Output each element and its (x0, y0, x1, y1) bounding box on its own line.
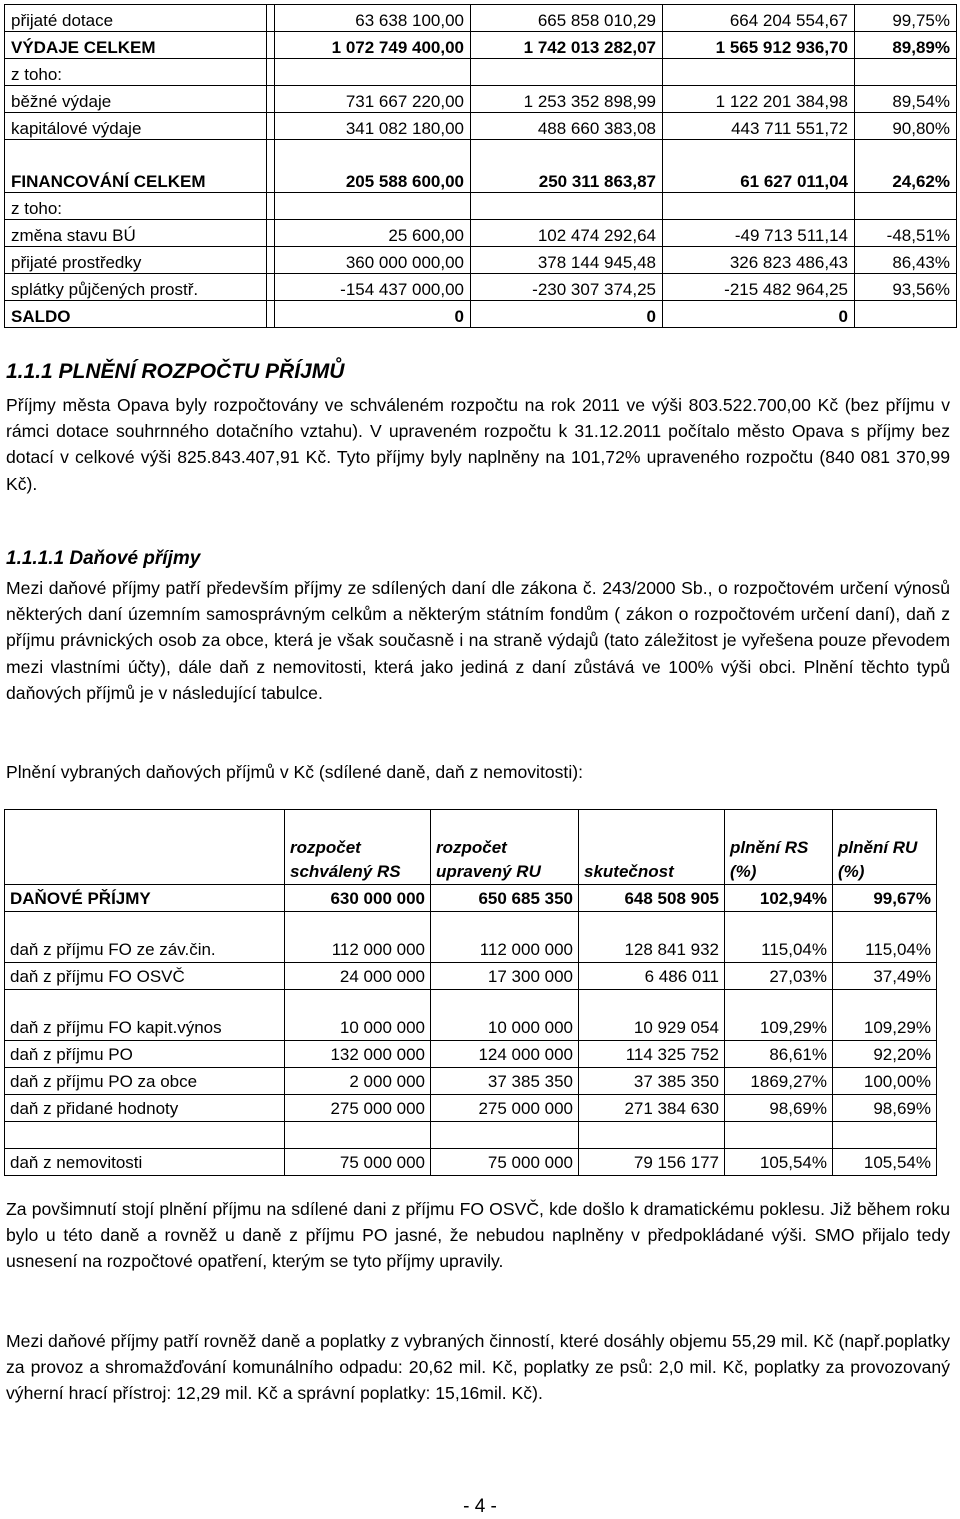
tax-row (5, 1095, 937, 1122)
tax-cell: 112 000 000 (431, 912, 579, 963)
tax-row-label (5, 1122, 285, 1149)
tax-cell: 6 486 011 (579, 963, 725, 990)
tax-row-label: daň z příjmu PO za obce (5, 1068, 285, 1095)
tax-row-label: daň z příjmu FO OSVČ (5, 963, 285, 990)
budget-cell: 25 600,00 (275, 220, 471, 247)
tax-row (5, 912, 937, 963)
budget-spacer-cell (267, 247, 275, 274)
section-heading-tax: 1.1.1.1 Daňové příjmy (6, 548, 201, 569)
tax-row (5, 885, 937, 912)
budget-row (5, 247, 957, 274)
budget-cell: -154 437 000,00 (275, 274, 471, 301)
tax-cell: 92,20% (833, 1041, 937, 1068)
tax-cell: 37 385 350 (431, 1068, 579, 1095)
tax-cell: 86,61% (725, 1041, 833, 1068)
budget-row (5, 301, 957, 328)
tax-header-cell: plnění RS (%) (725, 810, 833, 885)
budget-spacer-cell (267, 113, 275, 140)
tax-cell: 10 000 000 (431, 990, 579, 1041)
budget-cell: 664 204 554,67 (663, 5, 855, 32)
tax-cell: 648 508 905 (579, 885, 725, 912)
page-number: - 4 - (463, 1496, 497, 1517)
budget-cell: 1 565 912 936,70 (663, 32, 855, 59)
budget-row-label: přijaté dotace (5, 5, 267, 32)
tax-row-label: daň z příjmu PO (5, 1041, 285, 1068)
tax-paragraph: Mezi daňové příjmy patří především příjmy ze sdílených daní dle zákona č. 243/2000 Sb., o rozpočtovém určení výnosů některých daní územním samosprávným celkům a některým státním fondům ( zákon o rozpočtovém určení daní), daň z příjmu právnických osob za obce, která je však současně i na straně výdajů (tato záležitost je vyřešena pouze převodem mezi vlastními účty), dále daň z nemovitosti, která jako jediná z daní zůstává ve 100% výši obci. Plnění těchto typů daňových příjmů je v následující tabulce. (6, 578, 950, 703)
tax-row-label: daň z příjmu FO kapit.výnos (5, 990, 285, 1041)
tax-cell: 10 000 000 (285, 990, 431, 1041)
budget-cell: 89,54% (855, 86, 957, 113)
budget-cell: 0 (275, 301, 471, 328)
tax-empty-row (5, 1122, 937, 1149)
tax-cell (725, 1122, 833, 1149)
tax-cell: 37 385 350 (579, 1068, 725, 1095)
budget-cell (855, 301, 957, 328)
budget-row-label: běžné výdaje (5, 86, 267, 113)
tax-cell: 115,04% (833, 912, 937, 963)
tax-cell: 124 000 000 (431, 1041, 579, 1068)
tax-cell: 75 000 000 (285, 1149, 431, 1176)
closing-paragraph-1: Za povšimnutí stojí plnění příjmu na sdílené dani z příjmu FO OSVČ, kde došlo k dramatickému poklesu. Již během roku bylo u této daně a rovněž u daně z příjmu PO jasné, že nebudou naplněny v předpokládané výši. SMO přijalo tedy usnesení na rozpočtové opatření, kterým se tyto příjmy upravily. (6, 1199, 950, 1272)
tax-table-header (5, 810, 937, 885)
budget-summary-table (4, 4, 957, 328)
budget-row-label: přijaté prostředky (5, 247, 267, 274)
tax-row-label: DAŇOVÉ PŘÍJMY (5, 885, 285, 912)
tax-row-label: daň z nemovitosti (5, 1149, 285, 1176)
budget-cell: -215 482 964,25 (663, 274, 855, 301)
budget-cell: 665 858 010,29 (471, 5, 663, 32)
tax-cell (833, 1122, 937, 1149)
tax-cell (431, 1122, 579, 1149)
tax-cell: 132 000 000 (285, 1041, 431, 1068)
budget-cell: 0 (663, 301, 855, 328)
budget-cell: 360 000 000,00 (275, 247, 471, 274)
budget-spacer-cell (267, 274, 275, 301)
budget-row-label: změna stavu BÚ (5, 220, 267, 247)
budget-spacer-cell (267, 301, 275, 328)
budget-row (5, 193, 957, 220)
tax-cell: 37,49% (833, 963, 937, 990)
tax-row-label: daň z přidané hodnoty (5, 1095, 285, 1122)
budget-cell (275, 193, 471, 220)
tax-cell: 630 000 000 (285, 885, 431, 912)
budget-row-label: z toho: (5, 193, 267, 220)
tax-table-intro: Plnění vybraných daňových příjmů v Kč (sdílené daně, daň z nemovitosti): (6, 762, 583, 782)
budget-cell (471, 193, 663, 220)
budget-row-label: FINANCOVÁNÍ CELKEM (5, 140, 267, 193)
tax-income-table (4, 809, 937, 1176)
budget-cell: -49 713 511,14 (663, 220, 855, 247)
budget-row-label: splátky půjčených prostř. (5, 274, 267, 301)
tax-cell: 114 325 752 (579, 1041, 725, 1068)
budget-row (5, 220, 957, 247)
budget-row-label: z toho: (5, 59, 267, 86)
tax-row (5, 1068, 937, 1095)
budget-row-label: VÝDAJE CELKEM (5, 32, 267, 59)
budget-spacer-cell (267, 32, 275, 59)
budget-cell (471, 59, 663, 86)
budget-spacer-cell (267, 5, 275, 32)
budget-spacer-cell (267, 140, 275, 193)
tax-header-cell (5, 810, 285, 885)
budget-row (5, 5, 957, 32)
budget-cell: 443 711 551,72 (663, 113, 855, 140)
closing-paragraph-2: Mezi daňové příjmy patří rovněž daně a poplatky z vybraných činností, které dosáhly objemu 55,29 mil. Kč (např.poplatky za provoz a shromažďování komunálního odpadu: 20,62 mil. Kč, poplatky ze psů: 2,0 mil. Kč, poplatky za provozovaný výherní hrací přístroj: 12,29 mil. Kč a správní poplatky: 15,16mil. Kč). (6, 1331, 950, 1404)
budget-row (5, 140, 957, 193)
budget-cell (855, 193, 957, 220)
budget-cell: 1 253 352 898,99 (471, 86, 663, 113)
budget-cell (855, 59, 957, 86)
budget-cell: 93,56% (855, 274, 957, 301)
tax-cell: 105,54% (725, 1149, 833, 1176)
budget-cell: 63 638 100,00 (275, 5, 471, 32)
tax-header-cell: rozpočet schválený RS (285, 810, 431, 885)
budget-cell: 99,75% (855, 5, 957, 32)
tax-cell: 27,03% (725, 963, 833, 990)
budget-cell: 341 082 180,00 (275, 113, 471, 140)
tax-cell: 112 000 000 (285, 912, 431, 963)
budget-cell: -48,51% (855, 220, 957, 247)
tax-cell (285, 1122, 431, 1149)
tax-row (5, 1041, 937, 1068)
tax-cell: 1869,27% (725, 1068, 833, 1095)
tax-cell: 100,00% (833, 1068, 937, 1095)
budget-cell: 1 742 013 282,07 (471, 32, 663, 59)
budget-spacer-cell (267, 193, 275, 220)
tax-row (5, 963, 937, 990)
tax-cell: 115,04% (725, 912, 833, 963)
tax-cell: 24 000 000 (285, 963, 431, 990)
tax-cell: 98,69% (725, 1095, 833, 1122)
tax-cell: 109,29% (725, 990, 833, 1041)
tax-cell: 79 156 177 (579, 1149, 725, 1176)
budget-cell: 250 311 863,87 (471, 140, 663, 193)
tax-header-cell: plnění RU (%) (833, 810, 937, 885)
budget-cell (275, 59, 471, 86)
tax-cell: 102,94% (725, 885, 833, 912)
budget-cell: 731 667 220,00 (275, 86, 471, 113)
tax-header-cell: skutečnost (579, 810, 725, 885)
budget-cell: 378 144 945,48 (471, 247, 663, 274)
budget-cell: 326 823 486,43 (663, 247, 855, 274)
budget-cell: 90,80% (855, 113, 957, 140)
budget-spacer-cell (267, 86, 275, 113)
budget-cell: 205 588 600,00 (275, 140, 471, 193)
budget-row (5, 86, 957, 113)
tax-cell: 650 685 350 (431, 885, 579, 912)
tax-cell: 98,69% (833, 1095, 937, 1122)
tax-cell: 2 000 000 (285, 1068, 431, 1095)
tax-row-label: daň z příjmu FO ze záv.čin. (5, 912, 285, 963)
income-paragraph: Příjmy města Opava byly rozpočtovány ve schváleném rozpočtu na rok 2011 ve výši 803.522.700,00 Kč (bez příjmu v rámci dotace souhrnného dotačního vztahu). V upraveném rozpočtu k 31.12.2011 počítalo město Opava s příjmy bez dotací v celkové výši 825.843.407,91 Kč. Tyto příjmy byly naplněny na 101,72% upraveného rozpočtu (840 081 370,99 Kč). (6, 395, 950, 494)
tax-cell: 105,54% (833, 1149, 937, 1176)
tax-cell: 275 000 000 (285, 1095, 431, 1122)
tax-cell: 17 300 000 (431, 963, 579, 990)
budget-row (5, 274, 957, 301)
section-heading-income: 1.1.1 PLNĚNÍ ROZPOČTU PŘÍJMŮ (6, 360, 345, 383)
budget-cell: 0 (471, 301, 663, 328)
budget-cell: 1 072 749 400,00 (275, 32, 471, 59)
tax-cell: 75 000 000 (431, 1149, 579, 1176)
budget-row (5, 59, 957, 86)
tax-row (5, 1149, 937, 1176)
budget-row (5, 113, 957, 140)
budget-cell: 1 122 201 384,98 (663, 86, 855, 113)
tax-header-cell: rozpočet upravený RU (431, 810, 579, 885)
tax-row (5, 990, 937, 1041)
budget-row (5, 32, 957, 59)
budget-cell (663, 59, 855, 86)
budget-row-label: SALDO (5, 301, 267, 328)
tax-cell: 109,29% (833, 990, 937, 1041)
tax-cell: 128 841 932 (579, 912, 725, 963)
budget-cell: 86,43% (855, 247, 957, 274)
budget-cell: 102 474 292,64 (471, 220, 663, 247)
budget-cell: 61 627 011,04 (663, 140, 855, 193)
budget-cell: 89,89% (855, 32, 957, 59)
budget-cell (663, 193, 855, 220)
budget-cell: 488 660 383,08 (471, 113, 663, 140)
budget-cell: -230 307 374,25 (471, 274, 663, 301)
tax-cell: 275 000 000 (431, 1095, 579, 1122)
tax-cell: 10 929 054 (579, 990, 725, 1041)
budget-row-label: kapitálové výdaje (5, 113, 267, 140)
budget-spacer-cell (267, 59, 275, 86)
tax-cell (579, 1122, 725, 1149)
budget-cell: 24,62% (855, 140, 957, 193)
tax-cell: 271 384 630 (579, 1095, 725, 1122)
tax-cell: 99,67% (833, 885, 937, 912)
budget-spacer-cell (267, 220, 275, 247)
